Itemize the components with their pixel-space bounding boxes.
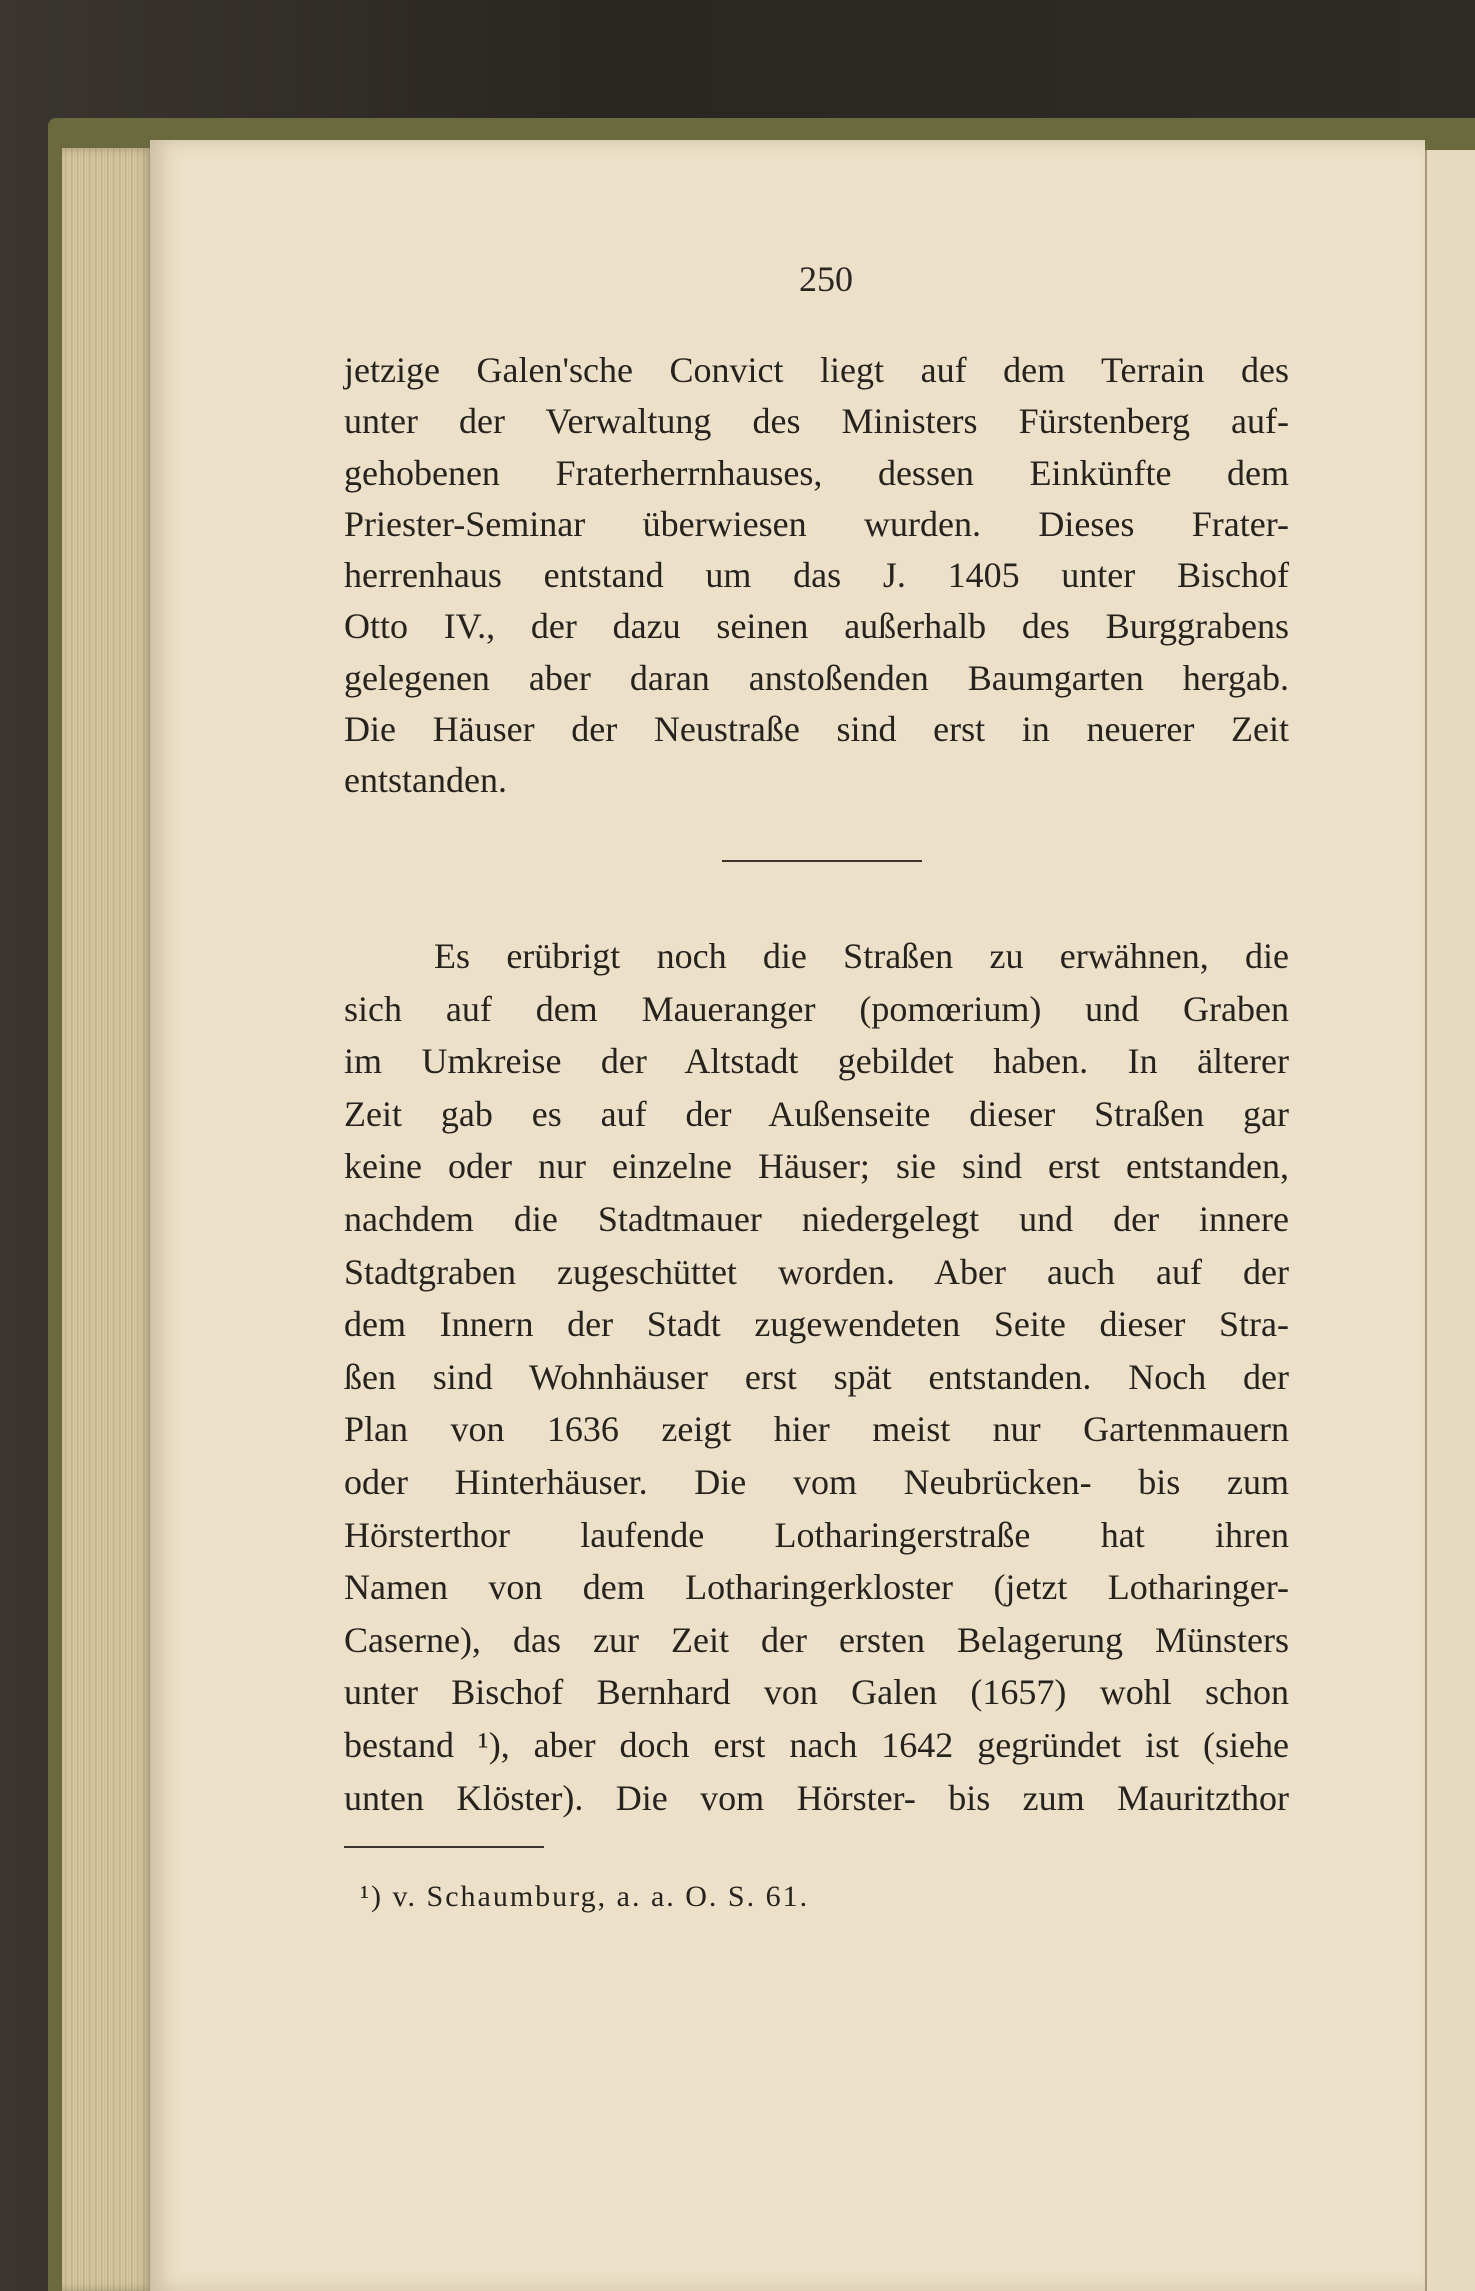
next-page-edge — [1425, 150, 1475, 2291]
text-line: Die Häuser der Neustraße sind erst in neuerer Zeit — [344, 709, 1289, 750]
text-line: bestand ¹), aber doch erst nach 1642 gegründet ist (siehe — [344, 1724, 1289, 1765]
text-line: Zeit gab es auf der Außenseite dieser Straßen gar — [344, 1093, 1289, 1134]
text-line: Caserne), das zur Zeit der ersten Belagerung Münsters — [344, 1619, 1289, 1660]
footnote-divider — [344, 1846, 544, 1848]
paragraph-1 — [344, 345, 1289, 807]
text-line: jetzige Galen'sche Convict liegt auf dem Terrain des — [344, 350, 1289, 390]
footnote: ¹) v. Schaumburg, a. a. O. S. 61. — [360, 1880, 810, 1913]
text-line: Stadtgraben zugeschüttet worden. Aber auch auf der — [344, 1251, 1289, 1292]
text-line: Hörsterthor laufende Lotharingerstraße hat ihren — [344, 1514, 1289, 1555]
text-line: unter der Verwaltung des Ministers Fürstenberg auf- — [344, 401, 1289, 442]
text-line: Priester-Seminar überwiesen wurden. Dieses Frater- — [344, 503, 1289, 544]
page-number: 250 — [799, 259, 853, 299]
text-line: Plan von 1636 zeigt hier meist nur Gartenmauern — [344, 1409, 1289, 1450]
text-line: Namen von dem Lotharingerkloster (jetzt Lotharinger- — [344, 1567, 1289, 1608]
text-line: unter Bischof Bernhard von Galen (1657) wohl schon — [344, 1672, 1289, 1713]
text-line: gehobenen Fraterherrnhauses, dessen Einkünfte dem — [344, 452, 1289, 493]
text-line: keine oder nur einzelne Häuser; sie sind erst entstanden, — [344, 1146, 1289, 1187]
text-line: gelegenen aber daran anstoßenden Baumgarten hergab. — [344, 657, 1289, 698]
text-line: oder Hinterhäuser. Die vom Neubrücken- bis zum — [344, 1461, 1289, 1502]
page-edges — [62, 148, 154, 2291]
text-line: nachdem die Stadtmauer niedergelegt und der innere — [344, 1198, 1289, 1239]
text-line: herrenhaus entstand um das J. 1405 unter Bischof — [344, 555, 1289, 596]
text-line: im Umkreise der Altstadt gebildet haben. In älterer — [344, 1041, 1289, 1082]
text-line: Es erübrigt noch die Straßen zu erwähnen, die — [434, 936, 1289, 976]
section-divider — [722, 860, 922, 862]
paragraph-2 — [344, 930, 1289, 1824]
text-line: Otto IV., der dazu seinen außerhalb des Burggrabens — [344, 606, 1289, 647]
text-line: dem Innern der Stadt zugewendeten Seite dieser Stra- — [344, 1304, 1289, 1345]
text-line: ßen sind Wohnhäuser erst spät entstanden. Noch der — [344, 1356, 1289, 1397]
text-line: unten Klöster). Die vom Hörster- bis zum Mauritzthor — [344, 1777, 1289, 1818]
text-line: sich auf dem Maueranger (pomœrium) und Graben — [344, 988, 1289, 1029]
text-line: entstanden. — [344, 760, 507, 801]
